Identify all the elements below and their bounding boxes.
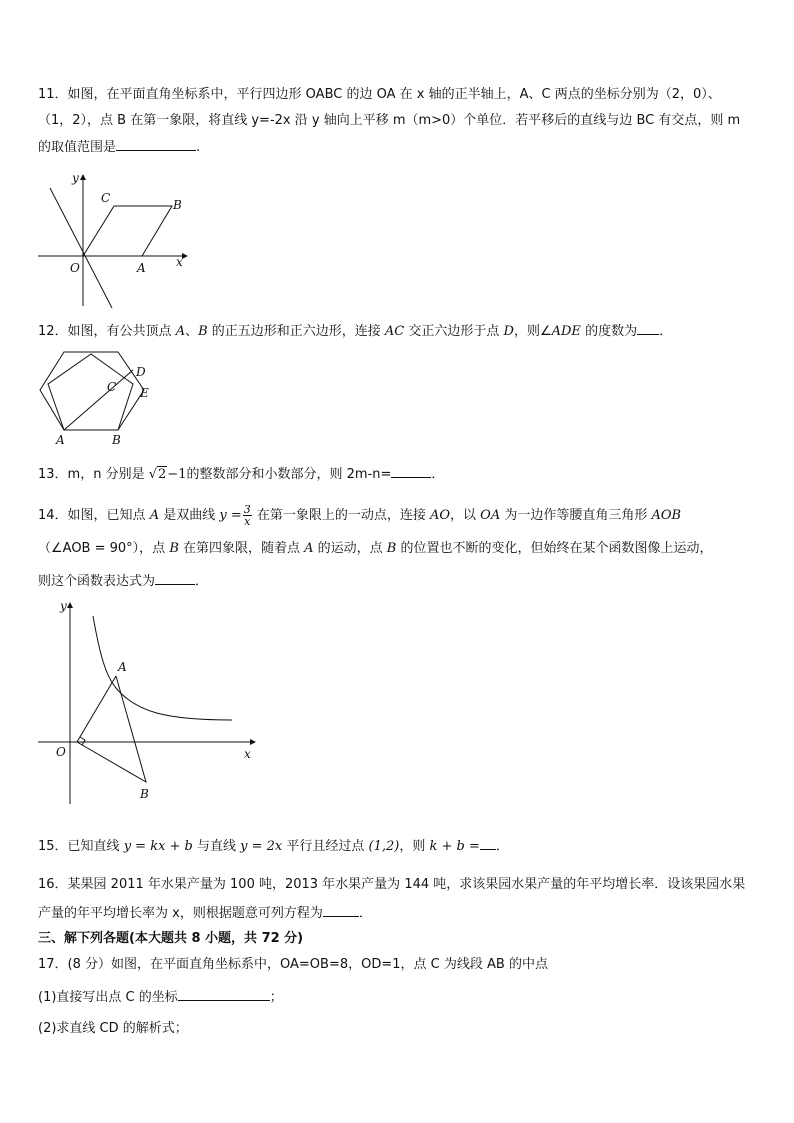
q14-line3-text: 则这个函数表达式为	[38, 574, 156, 589]
q14-label-A: A	[118, 660, 127, 674]
q12-B: B	[198, 324, 208, 339]
q14-y-eq: y =	[219, 508, 242, 523]
q14-mid2: 在第一象限上的一动点，连接	[252, 508, 430, 523]
q14-line3-end: ．	[195, 574, 209, 589]
q11-line3-end: .	[196, 140, 201, 155]
q14-x-arrow	[250, 739, 256, 745]
q14-mid4: 为一边作等腰直角三角形	[500, 508, 652, 523]
q14-fraction	[243, 504, 252, 527]
q14-A: A	[149, 508, 160, 523]
q17-part1-end: ；	[269, 990, 283, 1005]
q12-answer-blank[interactable]	[637, 322, 659, 335]
q13-end: ．	[431, 467, 445, 482]
q15-line1	[38, 837, 509, 856]
q15-answer-blank[interactable]	[480, 837, 496, 850]
q12-D: D	[503, 324, 514, 339]
q12-label-E: E	[140, 386, 149, 400]
q14-line2-B: B	[169, 541, 179, 556]
q14-label-x: x	[244, 747, 251, 761]
q11-label-B: B	[173, 198, 182, 212]
q13-pre: 13．m，n 分别是	[38, 467, 149, 482]
q12-hexagon	[40, 352, 144, 430]
q12-sep1: 、	[185, 324, 199, 339]
q11-label-x: x	[176, 255, 183, 269]
q14-y-arrow	[67, 602, 73, 608]
q12-line1	[38, 322, 672, 341]
q14-label-B: B	[140, 787, 149, 801]
q14-mid: 是双曲线	[159, 508, 220, 523]
q14-mid3: ，以	[450, 508, 481, 523]
q14-line2-c: 的运动，点	[313, 541, 387, 556]
q14-hyperbola	[93, 616, 232, 720]
section-3-title: 三、解下列各题(本大题共 8 小题，共 72 分)	[38, 931, 304, 946]
q14-line2-a: （∠AOB = 90°），点	[38, 541, 170, 556]
q13-sqrt: √2	[148, 467, 167, 482]
q13-line1	[38, 465, 444, 484]
q12-pre: 12．如图，有公共顶点	[38, 324, 176, 339]
q14-line3	[38, 572, 208, 591]
q15-end: ．	[495, 839, 509, 854]
q11-line2: （1，2），点 B 在第一象限，将直线 y=-2x 沿 y 轴向上平移 m（m>0）个单位．若平移后的直线与边 BC 有交点，则 m	[38, 113, 741, 128]
q14-AOB: AOB	[651, 508, 682, 523]
q12-mid: 的正五边形和正六边形，连接	[207, 324, 385, 339]
q14-line2	[38, 540, 713, 558]
q14-line2-d: 的位置也不断的变化，但始终在某个函数图像上运动，	[396, 541, 713, 556]
q14-line2-B2: B	[386, 541, 397, 556]
q17-answer-blank[interactable]	[178, 988, 270, 1001]
q12-label-A: A	[56, 433, 65, 447]
q11-line3	[38, 138, 200, 157]
q12-A: A	[175, 324, 186, 339]
q17-line1: 17．(8 分）如图，在平面直角坐标系中，OA=OB=8，OD=1，点 C 为线段 AB 的中点	[38, 957, 548, 972]
q14-figure	[36, 596, 266, 806]
q12-segment-AD	[64, 370, 133, 430]
q15-pre: 15．已知直线	[38, 839, 124, 854]
q16-line2	[38, 904, 372, 923]
q14-line1	[38, 504, 681, 527]
q11-label-C: C	[101, 191, 111, 205]
q17-part1-text: (1)直接写出点 C 的坐标	[38, 990, 178, 1005]
q16-answer-blank[interactable]	[323, 904, 359, 917]
q11-label-O: O	[70, 261, 80, 275]
q13-answer-blank[interactable]	[391, 465, 431, 478]
q15-eq1: y = kx + b	[123, 839, 193, 854]
q17-part1	[38, 988, 283, 1007]
q16-line2-text: 产量的年平均增长率为 x，则根据题意可列方程为	[38, 906, 323, 921]
q12-label-D: D	[136, 365, 146, 379]
q13-radicand: 2	[158, 467, 167, 482]
q11-parallelogram	[83, 206, 172, 256]
q14-pre: 14．如图，已知点	[38, 508, 150, 523]
q11-x-arrow	[182, 253, 188, 259]
q15-eq2: y = 2x	[240, 839, 283, 854]
q12-figure	[36, 346, 166, 450]
q14-fraction-num: 3	[243, 503, 251, 516]
q12-end: ．	[659, 324, 673, 339]
q15-point: (1,2)	[368, 839, 400, 854]
q11-label-y: y	[72, 171, 79, 185]
q11-label-A: A	[137, 261, 146, 275]
q11-line3-text: 的取值范围是	[38, 140, 117, 155]
q11-line-y-neg2x	[50, 188, 112, 308]
q14-label-y: y	[60, 599, 67, 613]
q12-mid3: ，则∠	[513, 324, 552, 339]
q15-mid: 与直线	[192, 839, 241, 854]
q14-triangle	[77, 676, 146, 782]
q14-AO: AO	[429, 508, 451, 523]
q12-pentagon	[48, 354, 133, 430]
q11-y-arrow	[80, 174, 86, 180]
q12-mid2: 交正六边形于点	[404, 324, 504, 339]
q14-OA: OA	[480, 508, 501, 523]
q11-figure	[30, 168, 200, 310]
q15-mid3: ，则	[399, 839, 430, 854]
q12-post: 的度数为	[580, 324, 638, 339]
q16-line2-end: ．	[358, 906, 372, 921]
q14-line2-b: 在第四象限，随着点	[178, 541, 305, 556]
q13-minus: −1	[167, 467, 187, 482]
q16-line1: 16．某果园 2011 年水果产量为 100 吨，2013 年水果产量为 144 吨，求该果园水果产量的年平均增长率．设该果园水果	[38, 877, 746, 892]
q14-line2-A: A	[304, 541, 314, 556]
q11-line1: 11．如图，在平面直角坐标系中，平行四边形 OABC 的边 OA 在 x 轴的正半轴上，A、C 两点的坐标分别为（2，0）、	[38, 87, 721, 102]
q15-mid2: 平行且经过点	[282, 839, 369, 854]
q14-label-O: O	[56, 745, 66, 759]
q12-label-B: B	[112, 433, 121, 447]
q12-label-C: C	[107, 380, 117, 394]
q17-part2: (2)求直线 CD 的解析式；	[38, 1021, 188, 1036]
q14-fraction-den: x	[244, 515, 251, 528]
q13-post: 的整数部分和小数部分，则 2m-n=	[186, 467, 392, 482]
q12-AC: AC	[384, 324, 405, 339]
q15-eq3: k + b =	[429, 839, 480, 854]
q14-answer-blank[interactable]	[155, 572, 195, 585]
q12-ADE: ADE	[551, 324, 581, 339]
q11-answer-blank[interactable]	[116, 138, 196, 151]
